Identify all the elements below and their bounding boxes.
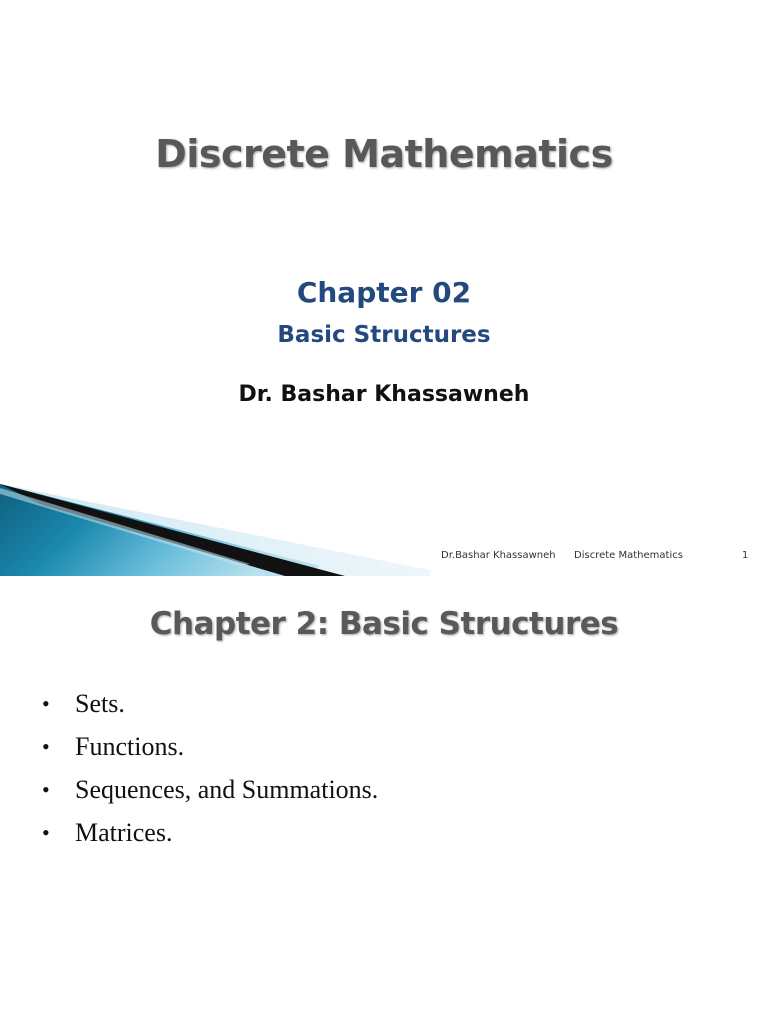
bullet-icon: • xyxy=(42,777,50,802)
list-item-text: Sequences, and Summations. xyxy=(75,775,379,804)
list-item xyxy=(42,811,378,854)
footer-page-number: 1 xyxy=(742,550,749,561)
list-item-text: Sets. xyxy=(75,689,125,718)
chapter-subtitle: Basic Structures xyxy=(277,322,491,348)
list-item xyxy=(42,682,378,725)
chapter-heading: Chapter 02 xyxy=(296,276,472,309)
list-item-text: Functions. xyxy=(75,732,185,761)
list-item xyxy=(42,768,378,811)
bullet-icon: • xyxy=(42,820,50,845)
footer-author: Dr.Bashar Khassawneh xyxy=(441,550,556,561)
bullet-icon: • xyxy=(42,734,50,759)
content-slide xyxy=(0,576,768,1024)
author-name: Dr. Bashar Khassawneh xyxy=(238,382,530,407)
list-item xyxy=(42,725,378,768)
list-item-text: Matrices. xyxy=(75,818,173,847)
topic-list xyxy=(42,682,378,854)
slide-title: Discrete Mathematics xyxy=(155,132,613,176)
bullet-icon: • xyxy=(42,691,50,716)
slide-title: Chapter 2: Basic Structures xyxy=(149,606,619,642)
decorative-swoosh xyxy=(0,480,768,576)
footer-course: Discrete Mathematics xyxy=(574,550,683,561)
